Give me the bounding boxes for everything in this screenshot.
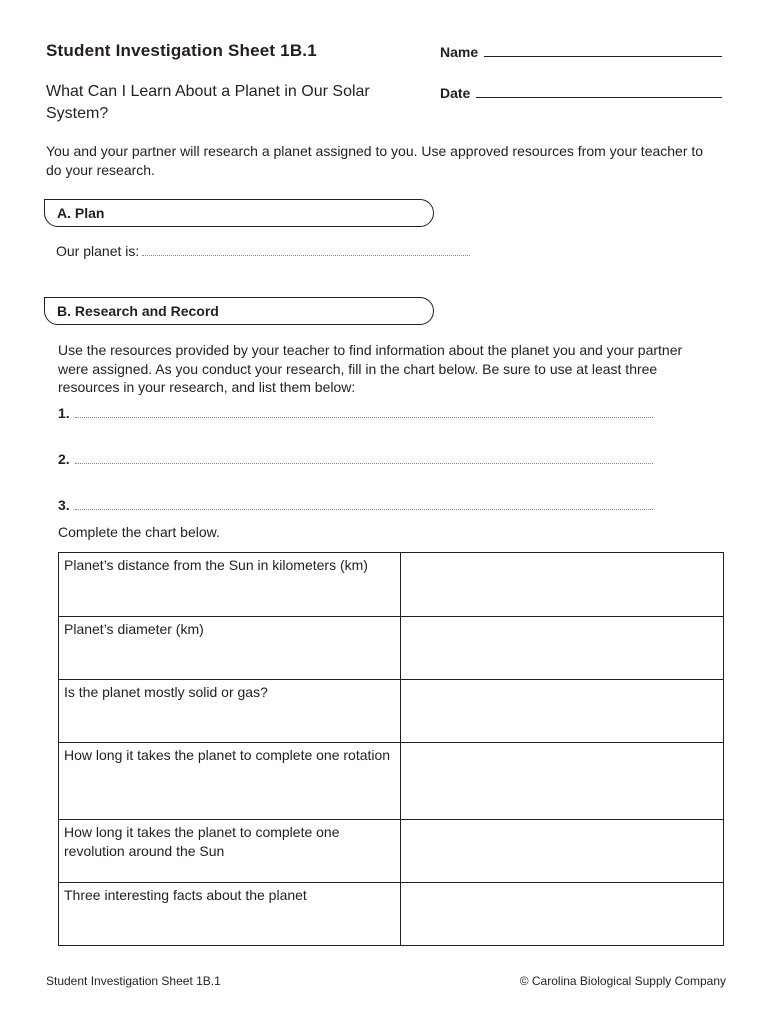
page-title: Student Investigation Sheet 1B.1: [46, 41, 317, 60]
chart-question: Is the planet mostly solid or gas?: [59, 680, 401, 743]
resource-row: [58, 497, 653, 513]
resource-row: [58, 405, 653, 421]
footer-left: Student Investigation Sheet 1B.1: [46, 974, 221, 988]
section-b-heading: B. Research and Record: [44, 297, 434, 325]
page-subtitle: What Can I Learn About a Planet in Our Solar System?: [46, 83, 370, 122]
resource-field[interactable]: [75, 509, 653, 510]
chart-answer-cell[interactable]: [401, 883, 724, 946]
date-field-row: [440, 85, 722, 101]
table-row: [59, 820, 724, 883]
name-field-row: [440, 44, 722, 60]
chart-answer-cell[interactable]: [401, 680, 724, 743]
chart-answer-cell[interactable]: [401, 617, 724, 680]
name-label: Name: [440, 44, 479, 60]
planet-label: Our planet is:: [56, 243, 140, 259]
chart-prompt: Complete the chart below.: [58, 524, 220, 540]
resource-number: 1.: [58, 405, 70, 421]
research-chart: [58, 552, 724, 946]
chart-question: Three interesting facts about the planet: [59, 883, 401, 946]
date-field[interactable]: [476, 97, 722, 98]
chart-question: How long it takes the planet to complete one rotation: [59, 743, 401, 820]
resource-field[interactable]: [75, 463, 653, 464]
chart-answer-cell[interactable]: [401, 553, 724, 617]
table-row: [59, 617, 724, 680]
chart-answer-cell[interactable]: [401, 820, 724, 883]
resource-row: [58, 451, 653, 467]
table-row: [59, 680, 724, 743]
footer-right: © Carolina Biological Supply Company: [519, 974, 726, 988]
name-field[interactable]: [484, 56, 722, 57]
table-row: [59, 743, 724, 820]
research-instructions: Use the resources provided by your teacher to find information about the planet you and your partner were assigned. As you conduct your research, fill in the chart below. Be sure to use at least three resources in your research, and list them below:: [58, 342, 683, 395]
table-row: [59, 883, 724, 946]
planet-field[interactable]: [142, 255, 470, 256]
section-a-heading: A. Plan: [44, 199, 434, 227]
intro-paragraph: You and your partner will research a planet assigned to you. Use approved resources from your teacher to do your research.: [46, 143, 704, 178]
table-row: [59, 553, 724, 617]
date-label: Date: [440, 85, 471, 101]
chart-question: How long it takes the planet to complete one revolution around the Sun: [59, 820, 401, 883]
chart-answer-cell[interactable]: [401, 743, 724, 820]
resource-number: 2.: [58, 451, 70, 467]
chart-question: Planet’s distance from the Sun in kilometers (km): [59, 553, 401, 617]
resource-field[interactable]: [75, 417, 653, 418]
chart-question: Planet’s diameter (km): [59, 617, 401, 680]
planet-field-row: [56, 243, 470, 259]
resource-number: 3.: [58, 497, 70, 513]
